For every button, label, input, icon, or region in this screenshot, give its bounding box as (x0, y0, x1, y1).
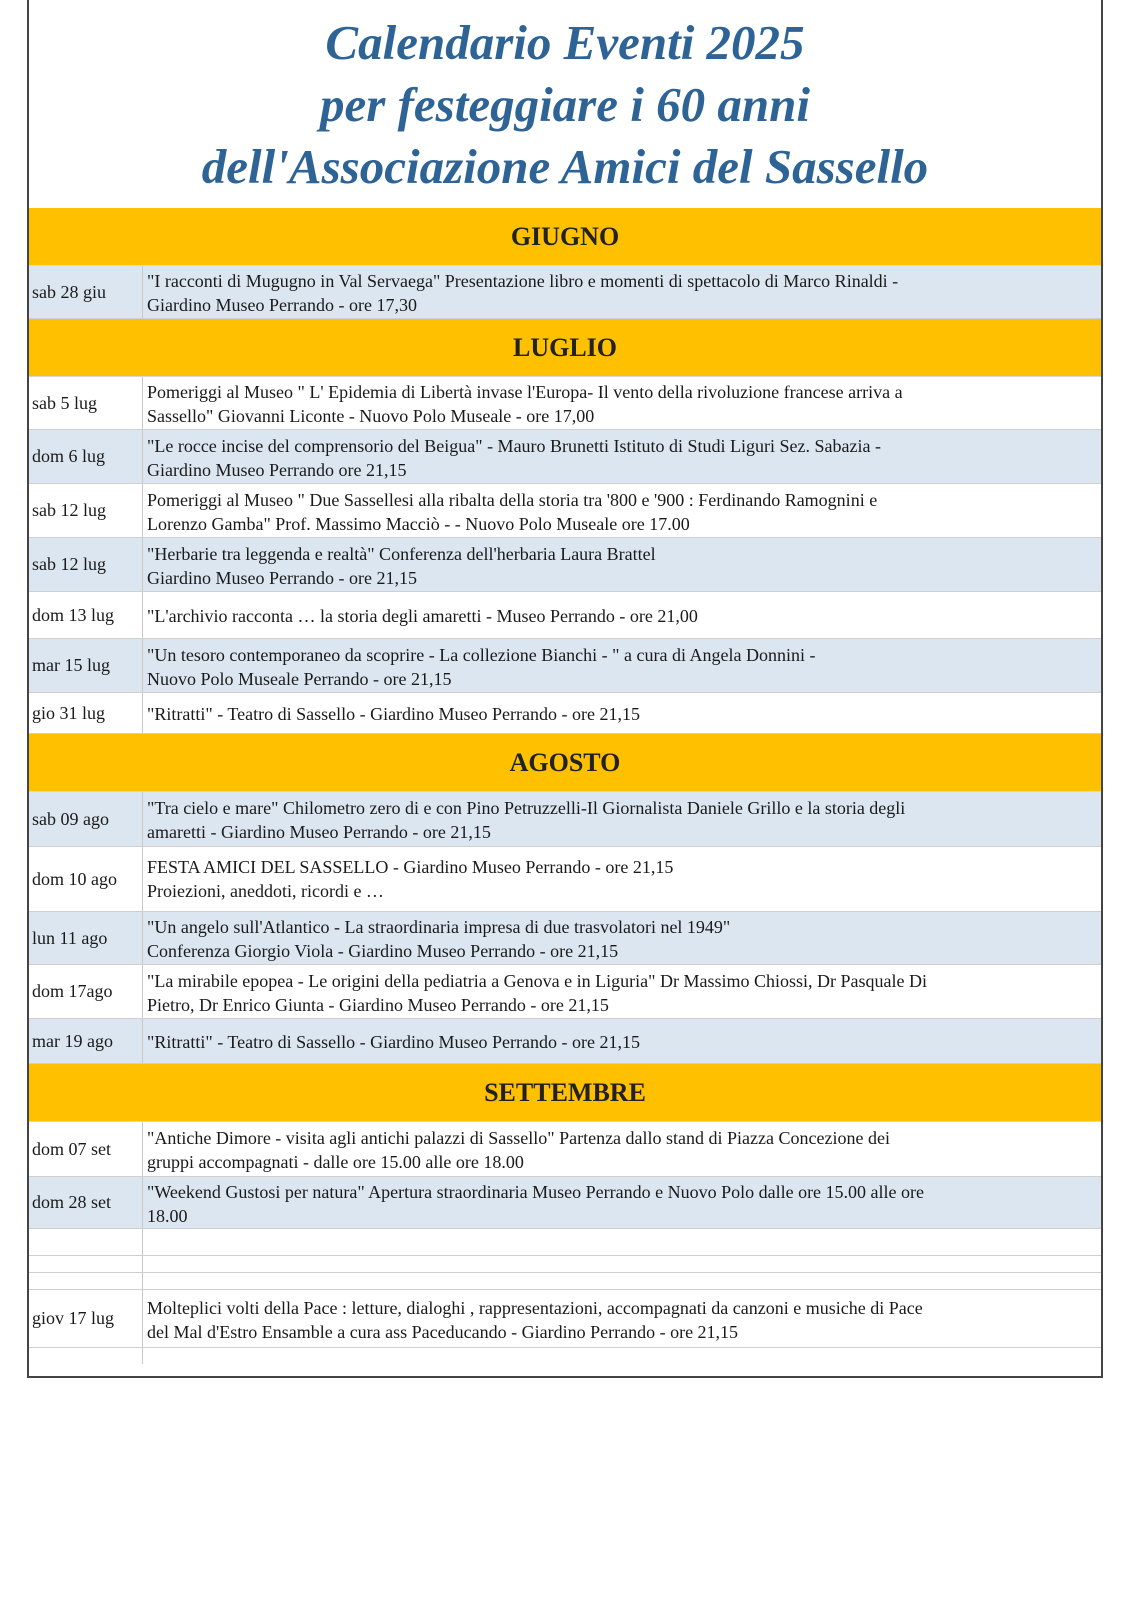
event-row (29, 792, 1101, 847)
event-description (143, 693, 1101, 733)
event-line: "Weekend Gustosi per natura" Apertura straordinaria Museo Perrando e Nuovo Polo dalle ore 15.00 alle ore (147, 1181, 925, 1202)
event-row (29, 1019, 1101, 1064)
event-description (143, 484, 1101, 537)
event-description (143, 1290, 1101, 1347)
event-line: Molteplici volti della Pace : letture, dialoghi , rappresentazioni, accompagnati da canzoni e musiche di Pace (147, 1297, 923, 1318)
event-line: FESTA AMICI DEL SASSELLO - Giardino Museo Perrando - ore 21,15 (147, 857, 674, 877)
page-title (29, 0, 1101, 208)
empty-cell (143, 1256, 1101, 1272)
event-description (143, 592, 1101, 638)
month-header-giugno: GIUGNO (29, 208, 1101, 266)
month-header-luglio: LUGLIO (29, 319, 1101, 377)
event-line: 18.00 (147, 1205, 188, 1226)
event-description (143, 377, 1101, 429)
event-description (143, 1019, 1101, 1063)
event-row (29, 430, 1101, 484)
event-row (29, 693, 1101, 734)
event-line: "L'archivio racconta … la storia degli amaretti - Museo Perrando - ore 21,00 (147, 606, 698, 626)
event-description (143, 1122, 1101, 1176)
event-date: sab 09 ago (29, 792, 143, 846)
event-date: sab 12 lug (29, 538, 143, 591)
event-date: dom 07 set (29, 1122, 143, 1176)
title-line-2: per festeggiare i 60 anni (320, 77, 810, 132)
event-line: "Un tesoro contemporaneo da scoprire - La collezione Bianchi - " a cura di Angela Donnini - (147, 644, 816, 665)
event-line: "Ritratti" - Teatro di Sassello - Giardino Museo Perrando - ore 21,15 (147, 1032, 641, 1052)
event-date: gio 31 lug (29, 693, 143, 733)
empty-row (29, 1348, 1101, 1364)
event-line: "Herbarie tra leggenda e realtà" Conferenza dell'herbaria Laura Brattel (147, 543, 656, 564)
events-calendar-sheet (27, 0, 1103, 1378)
empty-cell (29, 1229, 143, 1255)
title-line-1: Calendario Eventi 2025 (325, 15, 805, 70)
event-row (29, 1177, 1101, 1229)
event-line: "I racconti di Mugugno in Val Servaega" Presentazione libro e momenti di spettacolo di Marco Rinaldi - (147, 271, 899, 291)
event-line: Pomeriggi al Museo " Due Sassellesi alla ribalta della storia tra '800 e '900 : Ferdinando Ramognini e (147, 489, 878, 510)
event-row (29, 965, 1101, 1019)
event-line: Pietro, Dr Enrico Giunta - Giardino Museo Perrando - ore 21,15 (147, 994, 609, 1015)
month-header-agosto: AGOSTO (29, 734, 1101, 792)
event-row (29, 377, 1101, 430)
event-date: dom 6 lug (29, 430, 143, 483)
event-row (29, 912, 1101, 965)
event-date: sab 12 lug (29, 484, 143, 537)
event-row (29, 639, 1101, 693)
event-description (143, 1177, 1101, 1228)
event-line: "Tra cielo e mare" Chilometro zero di e con Pino Petruzzelli-Il Giornalista Daniele Grillo e la storia degli (147, 798, 906, 818)
event-description (143, 792, 1101, 846)
month-header-settembre: SETTEMBRE (29, 1064, 1101, 1122)
event-line: Giardino Museo Perrando - ore 17,30 (147, 295, 417, 315)
event-description (143, 639, 1101, 692)
empty-cell (143, 1348, 1101, 1364)
event-row (29, 484, 1101, 538)
event-line: Proiezioni, aneddoti, ricordi e … (147, 881, 384, 901)
event-description (143, 266, 1101, 318)
event-date: mar 19 ago (29, 1019, 143, 1063)
event-description (143, 847, 1101, 911)
event-line: Giardino Museo Perrando - ore 21,15 (147, 567, 417, 588)
event-row (29, 266, 1101, 319)
event-line: del Mal d'Estro Ensamble a cura ass Paceducando - Giardino Perrando - ore 21,15 (147, 1321, 739, 1342)
event-row (29, 592, 1101, 639)
event-line: gruppi accompagnati - dalle ore 15.00 alle ore 18.00 (147, 1152, 524, 1172)
event-row (29, 538, 1101, 592)
event-line: "Ritratti" - Teatro di Sassello - Giardino Museo Perrando - ore 21,15 (147, 704, 641, 724)
empty-cell (29, 1256, 143, 1272)
empty-row (29, 1273, 1101, 1290)
event-date: dom 13 lug (29, 592, 143, 638)
event-line: Pomeriggi al Museo " L' Epidemia di Libertà invase l'Europa- Il vento della rivoluzione francese arriva a (147, 382, 903, 402)
event-line: Sassello" Giovanni Liconte - Nuovo Polo Museale - ore 17,00 (147, 406, 595, 426)
event-line: amaretti - Giardino Museo Perrando - ore 21,15 (147, 822, 491, 842)
event-date: giov 17 lug (29, 1290, 143, 1347)
event-date: sab 28 giu (29, 266, 143, 318)
event-line: Conferenza Giorgio Viola - Giardino Museo Perrando - ore 21,15 (147, 941, 619, 961)
event-line: "Le rocce incise del comprensorio del Beigua" - Mauro Brunetti Istituto di Studi Liguri Sez. Sabazia - (147, 435, 882, 456)
event-line: "Un angelo sull'Atlantico - La straordinaria impresa di due trasvolatori nel 1949" (147, 917, 731, 937)
event-description (143, 538, 1101, 591)
event-date: dom 10 ago (29, 847, 143, 911)
event-line: "Antiche Dimore - visita agli antichi palazzi di Sassello" Partenza dallo stand di Piazza Concezione dei (147, 1128, 890, 1148)
event-description (143, 965, 1101, 1018)
event-date: dom 28 set (29, 1177, 143, 1228)
empty-cell (29, 1348, 143, 1364)
empty-cell (143, 1229, 1101, 1255)
event-row (29, 847, 1101, 912)
event-line: Nuovo Polo Museale Perrando - ore 21,15 (147, 668, 452, 689)
event-date: sab 5 lug (29, 377, 143, 429)
event-date: lun 11 ago (29, 912, 143, 964)
event-row (29, 1122, 1101, 1177)
event-line: Giardino Museo Perrando ore 21,15 (147, 459, 407, 480)
empty-row (29, 1256, 1101, 1273)
event-line: "La mirabile epopea - Le origini della pediatria a Genova e in Liguria" Dr Massimo Chiossi, Dr Pasquale Di (147, 970, 927, 991)
event-description (143, 912, 1101, 964)
event-date: dom 17ago (29, 965, 143, 1018)
empty-cell (143, 1273, 1101, 1289)
title-line-3: dell'Associazione Amici del Sassello (201, 139, 929, 194)
event-row (29, 1290, 1101, 1348)
event-date: mar 15 lug (29, 639, 143, 692)
empty-cell (29, 1273, 143, 1289)
event-description (143, 430, 1101, 483)
event-line: Lorenzo Gamba" Prof. Massimo Macciò - - Nuovo Polo Museale ore 17.00 (147, 513, 690, 534)
empty-row (29, 1229, 1101, 1256)
